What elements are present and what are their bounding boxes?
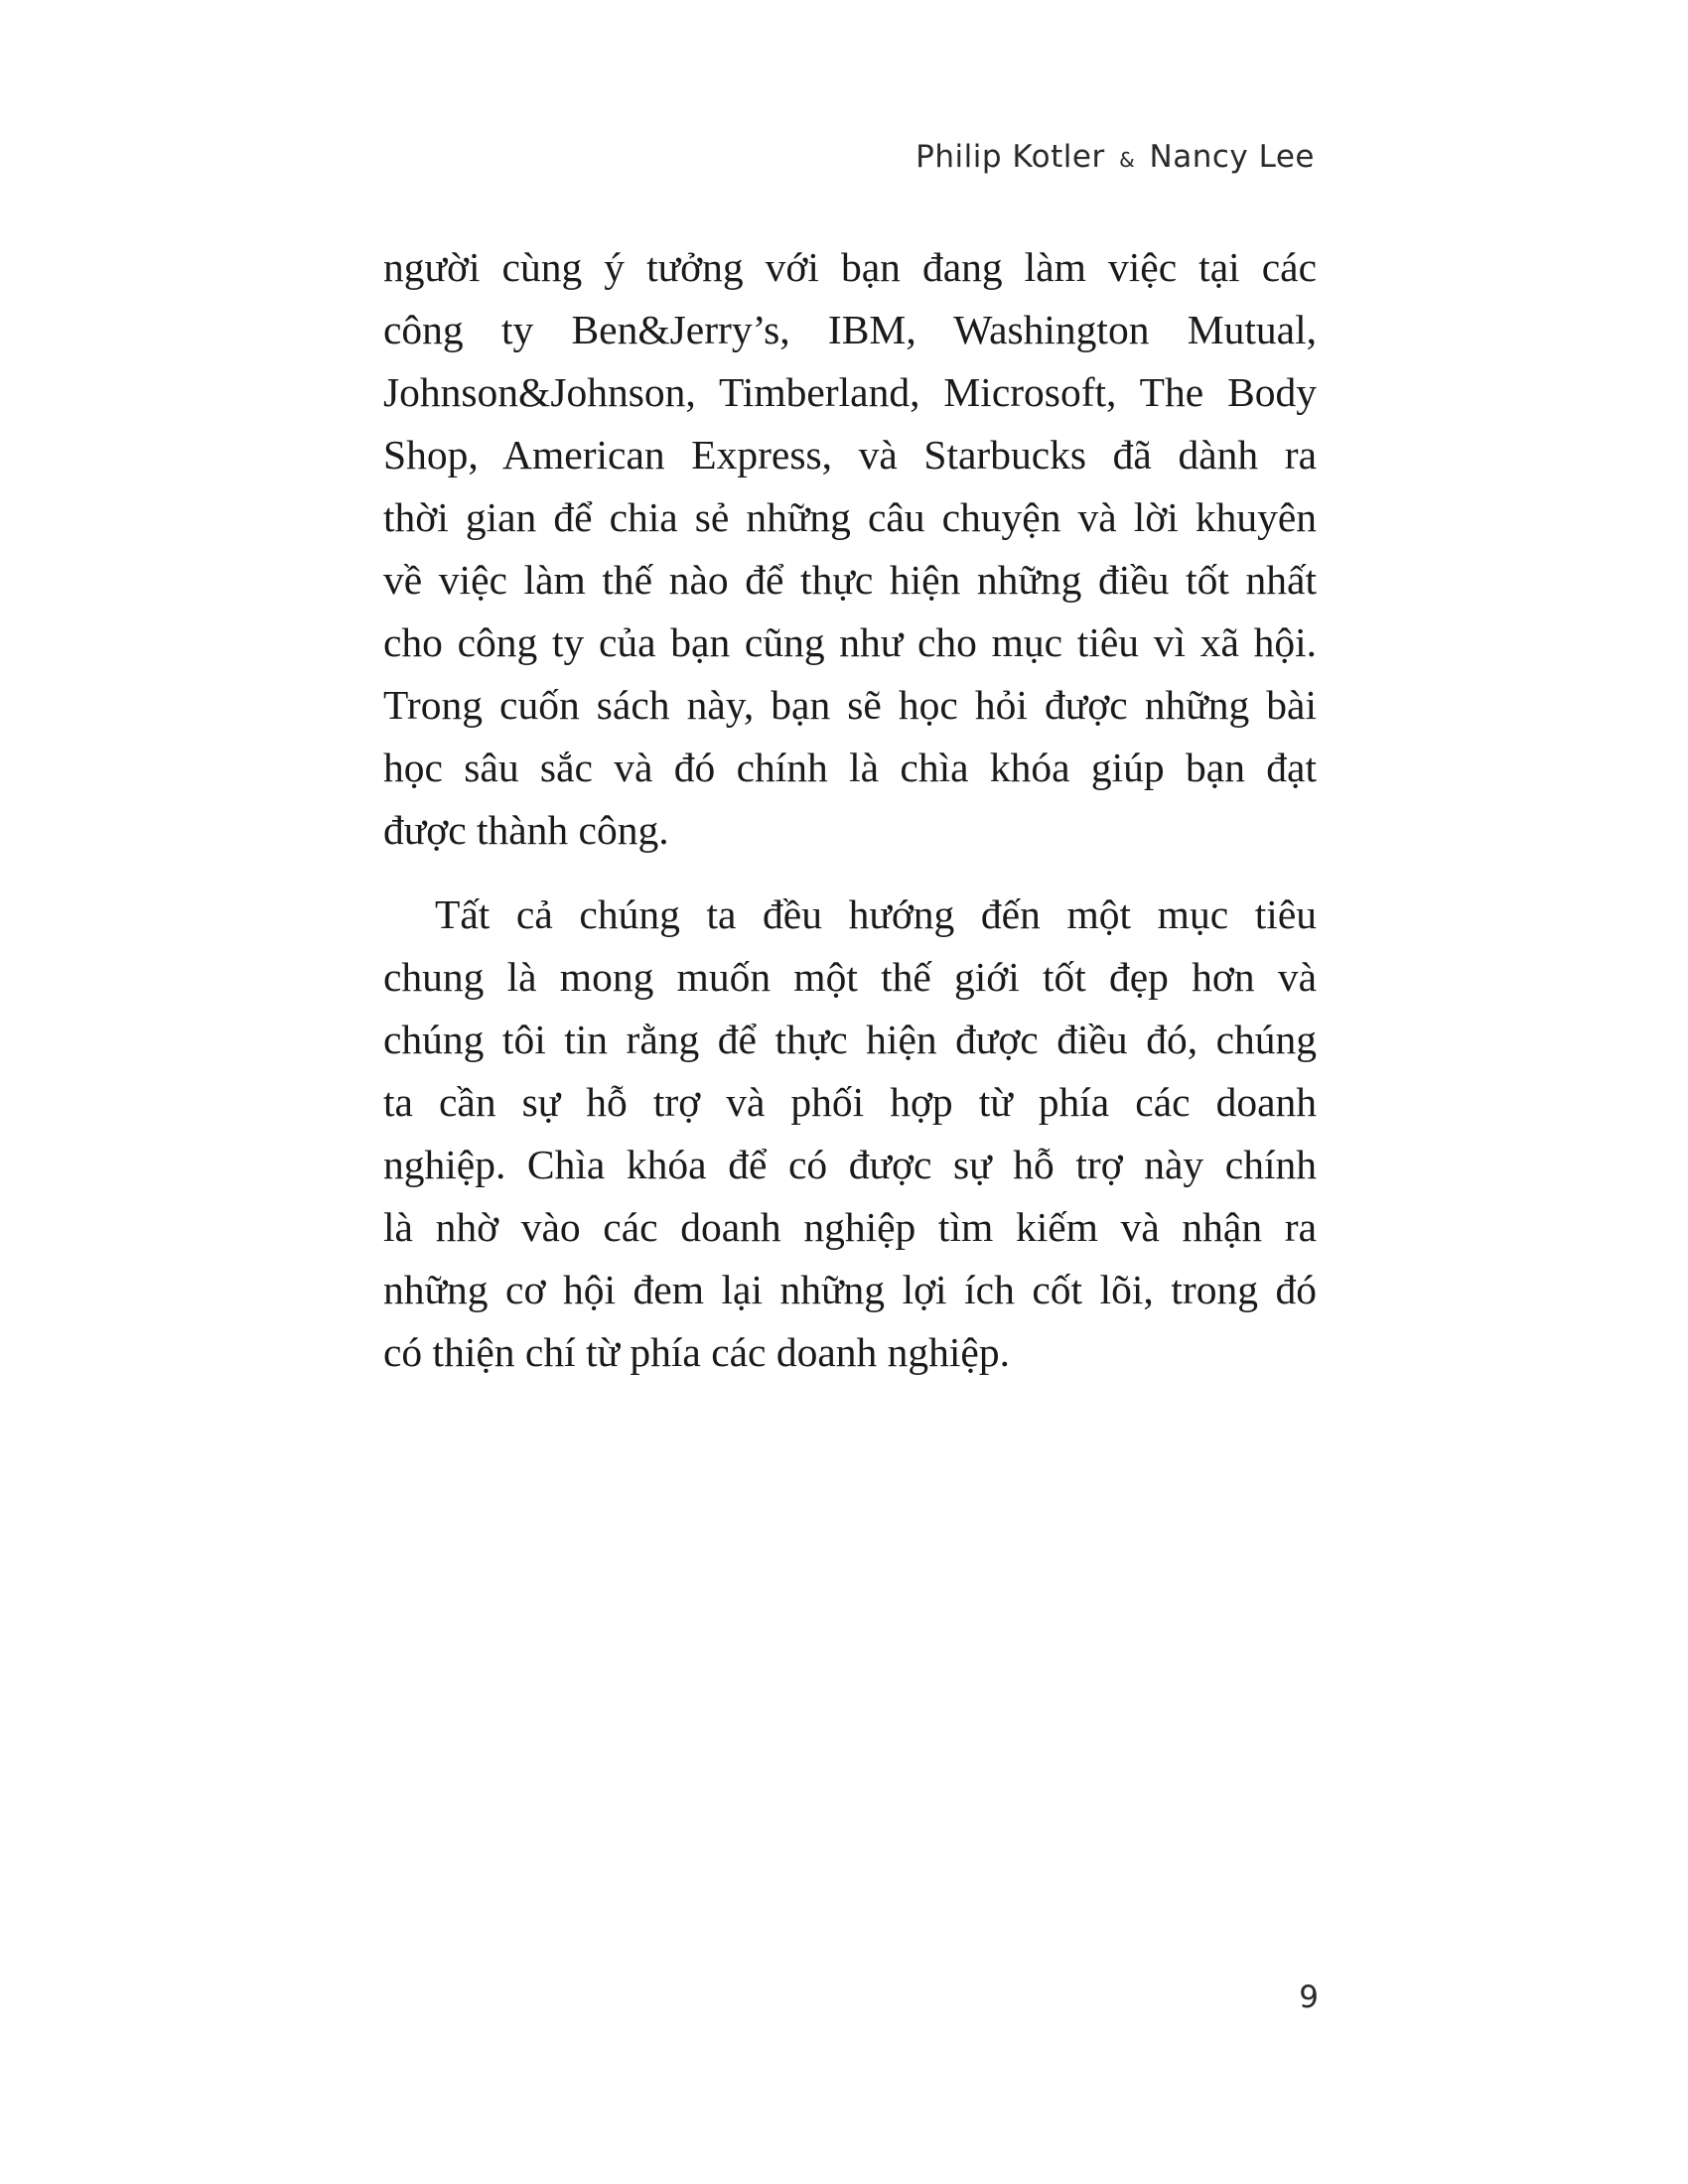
paragraph-1: [383, 236, 1317, 862]
text-line: Tất cả chúng ta đều hướng đến một mục tiêu: [435, 891, 1317, 937]
text-line: được thành công.: [383, 807, 669, 853]
text-line: là nhờ vào các doanh nghiệp tìm kiếm và nhận ra: [383, 1204, 1317, 1250]
text-line: Trong cuốn sách này, bạn sẽ học hỏi được những bài: [383, 682, 1317, 728]
text-line: cho công ty của bạn cũng như cho mục tiêu vì xã hội.: [383, 619, 1317, 665]
text-line: học sâu sắc và đó chính là chìa khóa giúp bạn đạt: [383, 745, 1317, 790]
text-line: nghiệp. Chìa khóa để có được sự hỗ trợ này chính: [383, 1142, 1317, 1187]
body-text: [383, 236, 1317, 1384]
text-line: có thiện chí từ phía các doanh nghiệp.: [383, 1329, 1010, 1375]
ampersand: &: [1119, 148, 1136, 172]
author-name-1: Philip Kotler: [915, 139, 1105, 175]
page-number: 9: [1299, 1979, 1319, 2015]
text-line: chúng tôi tin rằng để thực hiện được điều đó, chúng: [383, 1017, 1317, 1062]
running-header: [915, 139, 1315, 175]
text-line: công ty Ben&Jerry’s, IBM, Washington Mutual,: [383, 307, 1317, 352]
text-line: thời gian để chia sẻ những câu chuyện và lời khuyên: [383, 494, 1317, 540]
author-name-2: Nancy Lee: [1149, 139, 1315, 175]
text-line: chung là mong muốn một thế giới tốt đẹp hơn và: [383, 954, 1317, 1000]
paragraph-2: [383, 884, 1317, 1384]
text-line: về việc làm thế nào để thực hiện những điều tốt nhất: [383, 557, 1317, 603]
text-line: người cùng ý tưởng với bạn đang làm việc tại các: [383, 244, 1317, 290]
text-line: ta cần sự hỗ trợ và phối hợp từ phía các doanh: [383, 1079, 1317, 1125]
text-line: những cơ hội đem lại những lợi ích cốt lõi, trong đó: [383, 1267, 1317, 1312]
text-line: Johnson&Johnson, Timberland, Microsoft, The Body: [383, 369, 1317, 415]
text-line: Shop, American Express, và Starbucks đã dành ra: [383, 432, 1317, 478]
